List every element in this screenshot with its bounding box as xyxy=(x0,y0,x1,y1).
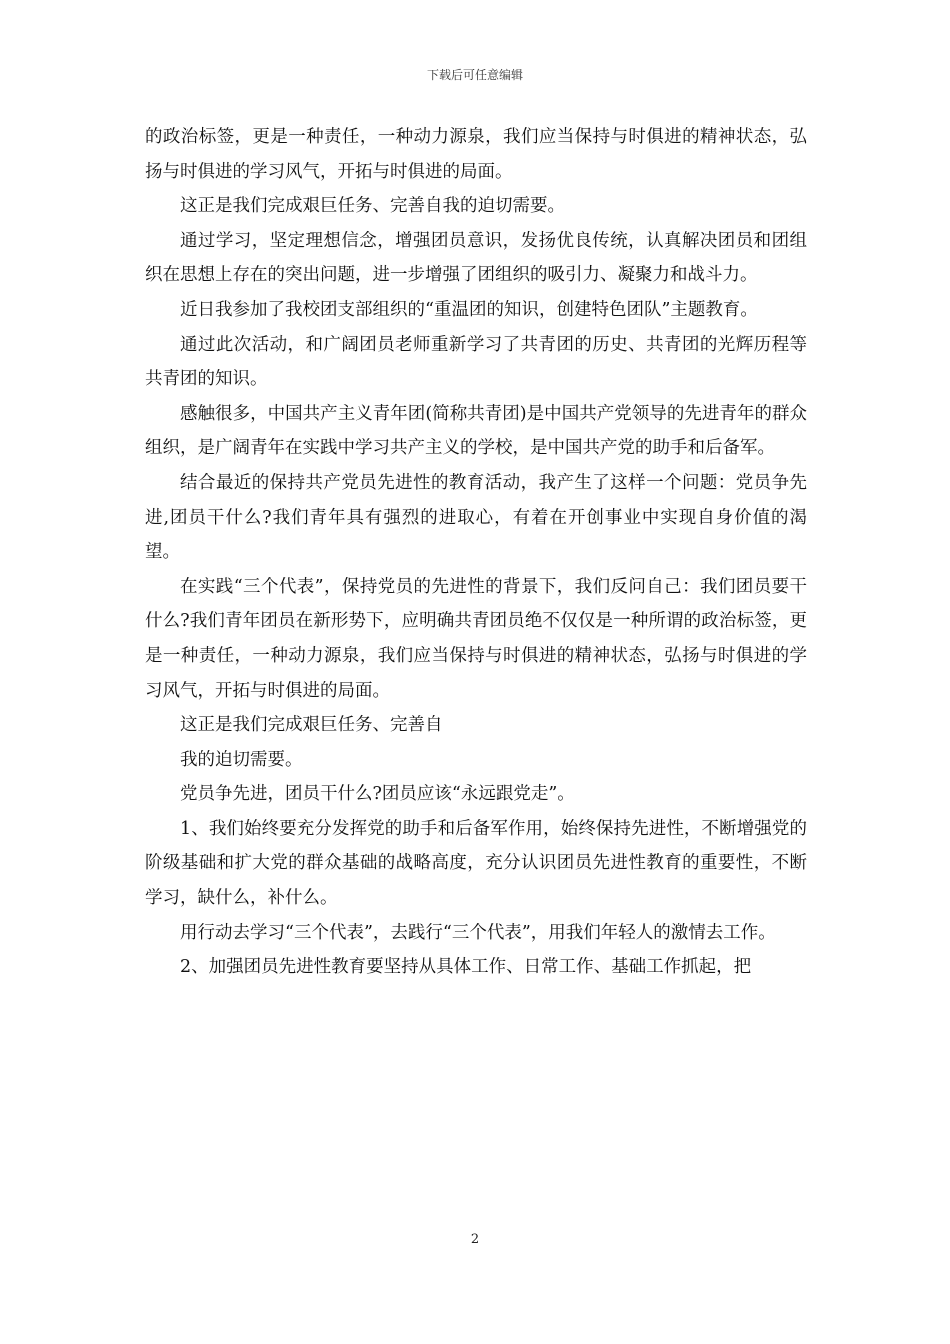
paragraph-9: 这正是我们完成艰巨任务、完善自 xyxy=(180,715,443,736)
paragraph-12: 1、我们始终要充分发挥党的助手和后备军作用，始终保持先进性，不断增强党的阶级基础和扩大党的群众基础的战略高度，充分认识团员先进性教育的重要性，不断学习，缺什么，补什么。 xyxy=(145,818,807,909)
paragraph-14: 2、加强团员先进性教育要坚持从具体工作、日常工作、基础工作抓起，把 xyxy=(180,957,752,978)
page-header: 下载后可任意编辑 xyxy=(426,68,523,82)
paragraph-8: 在实践“三个代表”，保持党员的先进性的背景下，我们反问自己：我们团员要干什么?我们青年团员在新形势下，应明确共青团员绝不仅仅是一种所谓的政治标签，更是一种责任，一种动力源泉，我们应当保持与时俱进的精神状态，弘扬与时俱进的学习风气，开拓与时俱进的局面。 xyxy=(145,576,807,701)
paragraph-2: 这正是我们完成艰巨任务、完善自我的迫切需要。 xyxy=(180,196,565,217)
paragraph-7: 结合最近的保持共产党员先进性的教育活动，我产生了这样一个问题：党员争先进,团员干什么?我们青年具有强烈的进取心，有着在开创事业中实现自身价值的渴望。 xyxy=(145,472,807,563)
paragraph-13: 用行动去学习“三个代表”，去践行“三个代表”，用我们年轻人的激情去工作。 xyxy=(180,922,776,943)
paragraph-11: 党员争先进，团员干什么?团员应该“永远跟党走”。 xyxy=(180,784,575,805)
paragraph-6: 感触很多，中国共产主义青年团(简称共青团)是中国共产党领导的先进青年的群众组织，是广阔青年在实践中学习共产主义的学校，是中国共产党的助手和后备军。 xyxy=(145,403,807,459)
page-number: 2 xyxy=(470,1232,480,1247)
paragraph-1: 的政治标签，更是一种责任，一种动力源泉，我们应当保持与时俱进的精神状态，弘扬与时俱进的学习风气，开拓与时俱进的局面。 xyxy=(145,127,807,182)
paragraph-10: 我的迫切需要。 xyxy=(180,749,303,770)
paragraph-4: 近日我参加了我校团支部组织的“重温团的知识，创建特色团队”主题教育。 xyxy=(180,299,758,320)
document-body xyxy=(145,120,807,985)
paragraph-5: 通过此次活动，和广阔团员老师重新学习了共青团的历史、共青团的光辉历程等共青团的知识。 xyxy=(145,334,807,390)
paragraph-3: 通过学习，坚定理想信念，增强团员意识，发扬优良传统，认真解决团员和团组织在思想上存在的突出问题，进一步增强了团组织的吸引力、凝聚力和战斗力。 xyxy=(145,230,807,286)
